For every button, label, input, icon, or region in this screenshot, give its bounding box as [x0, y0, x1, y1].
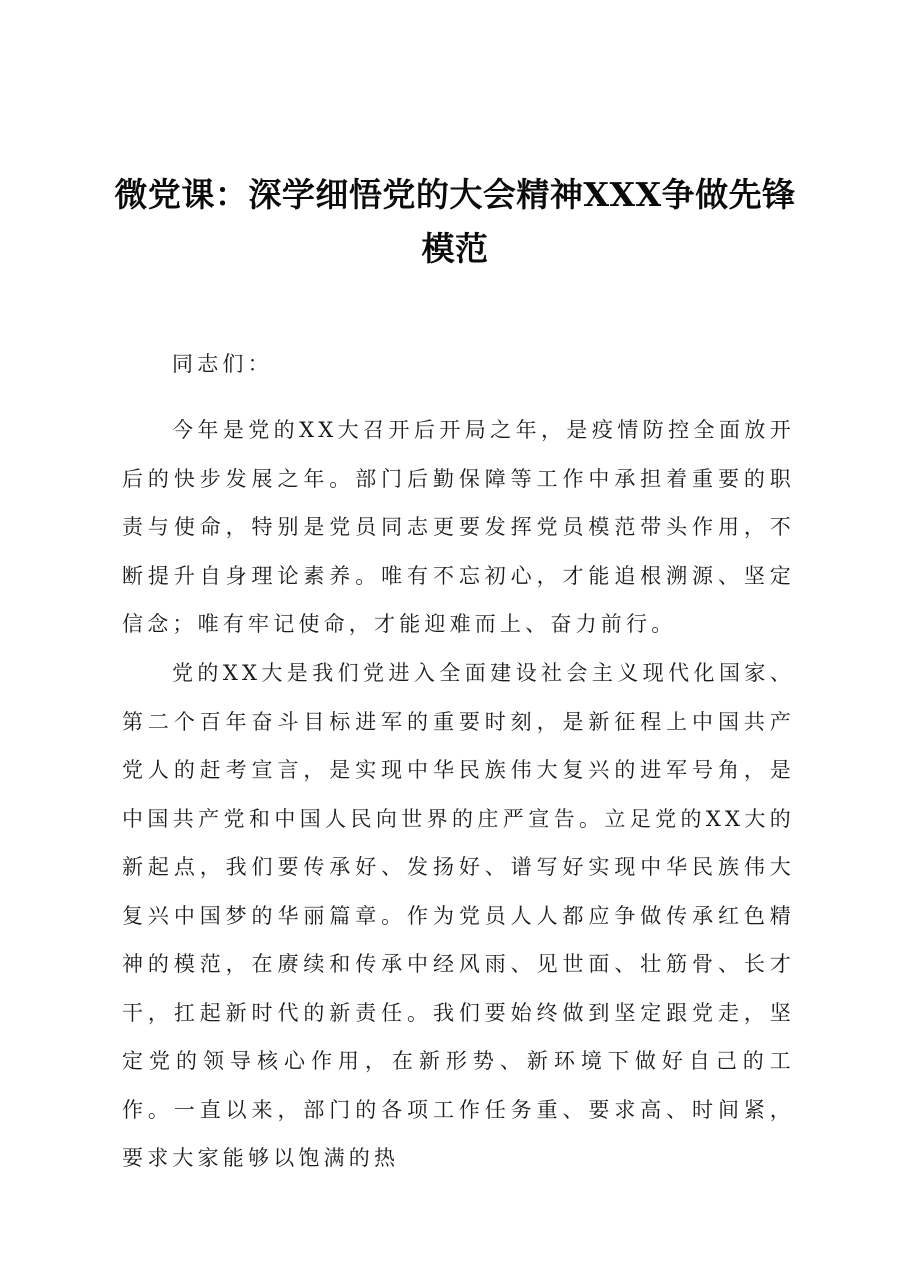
body-paragraph-1: 今年是党的XX大召开后开局之年，是疫情防控全面放开后的快步发展之年。部门后勤保障等工作中承担着重要的职责与使命，特别是党员同志更要发挥党员模范带头作用，不断提升自身理论素养。唯有不忘初心，才能追根溯源、坚定信念；唯有牢记使命，才能迎难而上、奋力前行。	[122, 418, 795, 636]
document-title: 微党课：深学细悟党的大会精神XXX争做先锋模范	[114, 175, 796, 268]
body-paragraph-2: 党的XX大是我们党进入全面建设社会主义现代化国家、第二个百年奋斗目标进军的重要时刻，是新征程上中国共产党人的赶考宣言，是实现中华民族伟大复兴的进军号角，是中国共产党和中国人民向世界的庄严宣告。立足党的XX大的新起点，我们要传承好、发扬好、谱写好实现中华民族伟大复兴中国梦的华丽篇章。作为党员人人都应争做传承红色精神的模范，在赓续和传承中经风雨、见世面、壮筋骨、长才干，扛起新时代的新责任。我们要始终做到坚定跟党走，坚定党的领导核心作用，在新形势、新环境下做好自己的工作。一直以来，部门的各项工作任务重、要求高、时间紧，要求大家能够以饱满的热	[122, 661, 795, 1170]
greeting-line: 同志们：	[172, 352, 273, 376]
